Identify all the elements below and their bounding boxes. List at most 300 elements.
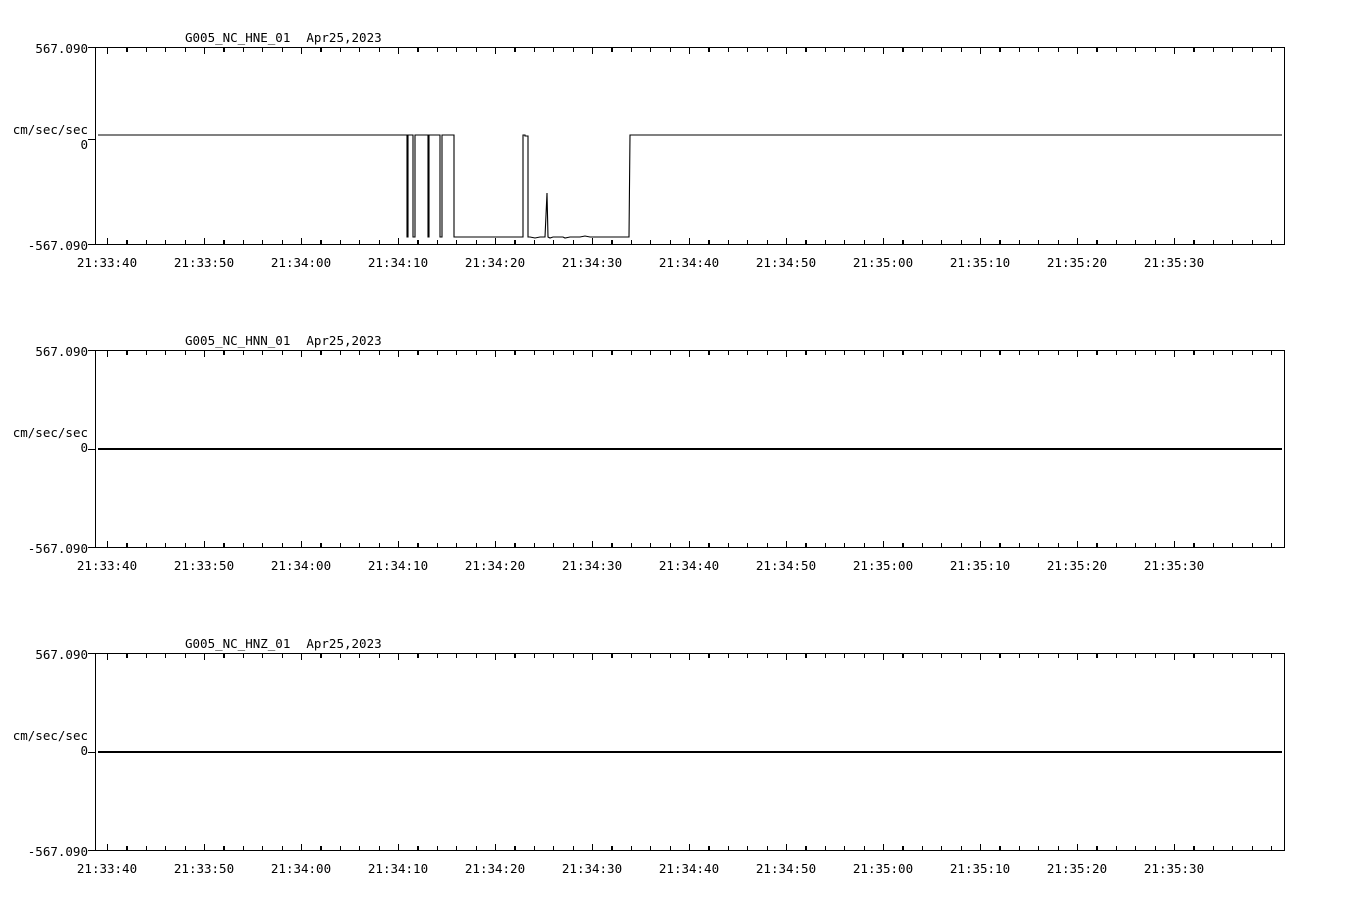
- x-tick-minor: [437, 350, 438, 355]
- x-tick-minor: [1019, 350, 1020, 355]
- x-tick-minor: [1038, 846, 1039, 851]
- x-tick-label: 21:34:40: [658, 861, 720, 876]
- x-tick-minor: [1058, 653, 1059, 658]
- x-tick-minor: [728, 350, 729, 355]
- x-tick-minor: [1135, 240, 1136, 245]
- x-tick-minor: [825, 846, 826, 851]
- x-tick-minor: [573, 846, 574, 851]
- x-tick-minor: [243, 846, 244, 851]
- y-axis-min-label: -567.090: [27, 844, 88, 859]
- x-tick-minor: [456, 47, 457, 52]
- x-tick-minor: [728, 47, 729, 52]
- x-tick-label: 21:34:10: [367, 558, 429, 573]
- x-tick-label: 21:35:30: [1143, 558, 1205, 573]
- x-tick-minor: [1077, 653, 1078, 658]
- x-tick-minor: [980, 350, 981, 355]
- x-tick-label: 21:34:00: [270, 255, 332, 270]
- x-tick-minor: [107, 846, 108, 851]
- x-tick-minor: [1077, 846, 1078, 851]
- x-tick-minor: [1096, 350, 1097, 355]
- x-tick-minor: [534, 543, 535, 548]
- x-tick-minor: [185, 350, 186, 355]
- x-tick-minor: [767, 350, 768, 355]
- x-tick-minor: [243, 47, 244, 52]
- x-tick-minor: [786, 543, 787, 548]
- x-tick-minor: [1252, 240, 1253, 245]
- x-tick-minor: [805, 543, 806, 548]
- x-tick-minor: [1174, 543, 1175, 548]
- x-tick-label: 21:34:00: [270, 558, 332, 573]
- x-tick-minor: [1271, 543, 1272, 548]
- y-axis-zero-label: 0: [80, 137, 88, 152]
- x-tick-minor: [922, 846, 923, 851]
- x-tick-minor: [1252, 47, 1253, 52]
- x-tick-label: 21:33:40: [76, 861, 138, 876]
- x-tick-minor: [611, 653, 612, 658]
- x-tick-label: 21:33:50: [173, 558, 235, 573]
- x-tick-minor: [844, 47, 845, 52]
- x-tick-minor: [1058, 350, 1059, 355]
- x-tick-minor: [708, 350, 709, 355]
- x-tick-minor: [825, 653, 826, 658]
- plot-title-date: Apr25,2023: [306, 636, 382, 651]
- y-axis-max-label: 567.090: [35, 344, 88, 359]
- y-axis-zero-label: 0: [80, 440, 88, 455]
- x-tick-minor: [1077, 543, 1078, 548]
- x-tick-minor: [126, 653, 127, 658]
- x-tick-label: 21:33:50: [173, 255, 235, 270]
- x-tick-label: 21:35:00: [852, 558, 914, 573]
- x-tick-minor: [1232, 350, 1233, 355]
- x-tick-minor: [320, 653, 321, 658]
- plot-title-text: G005_NC_HNE_01: [185, 30, 291, 45]
- y-axis-zero-label: 0: [80, 743, 88, 758]
- x-tick-minor: [398, 543, 399, 548]
- y-tick-zero: [88, 752, 95, 753]
- x-tick-minor: [165, 846, 166, 851]
- x-tick-label: 21:34:30: [561, 255, 623, 270]
- x-tick-minor: [301, 47, 302, 52]
- x-tick-minor: [786, 846, 787, 851]
- x-tick-minor: [592, 653, 593, 658]
- x-tick-minor: [1213, 47, 1214, 52]
- x-tick-minor: [340, 653, 341, 658]
- x-tick-minor: [320, 846, 321, 851]
- x-tick-minor: [864, 653, 865, 658]
- x-tick-minor: [864, 846, 865, 851]
- x-tick-minor: [999, 846, 1000, 851]
- x-tick-minor: [437, 653, 438, 658]
- x-tick-minor: [689, 653, 690, 658]
- x-tick-minor: [107, 543, 108, 548]
- x-tick-minor: [631, 240, 632, 245]
- y-tick-max: [88, 47, 95, 48]
- x-tick-minor: [670, 543, 671, 548]
- y-axis-unit-label: [8, 728, 88, 758]
- x-tick-minor: [146, 543, 147, 548]
- x-tick-minor: [223, 653, 224, 658]
- x-tick-minor: [262, 653, 263, 658]
- x-tick-minor: [941, 350, 942, 355]
- y-tick-zero: [88, 139, 95, 140]
- x-tick-minor: [417, 47, 418, 52]
- x-tick-minor: [223, 543, 224, 548]
- x-tick-minor: [1232, 653, 1233, 658]
- x-tick-minor: [689, 846, 690, 851]
- x-tick-minor: [611, 240, 612, 245]
- x-tick-minor: [825, 240, 826, 245]
- x-tick-minor: [514, 653, 515, 658]
- x-tick-minor: [398, 350, 399, 355]
- y-axis-max-label: 567.090: [35, 41, 88, 56]
- seismogram-panel-hnn: [0, 303, 1358, 593]
- x-tick-label: 21:35:00: [852, 255, 914, 270]
- x-tick-minor: [204, 240, 205, 245]
- x-tick-minor: [1116, 653, 1117, 658]
- x-tick-minor: [1096, 653, 1097, 658]
- x-tick-label: 21:34:40: [658, 558, 720, 573]
- x-tick-minor: [728, 240, 729, 245]
- x-tick-minor: [689, 350, 690, 355]
- waveform-trace-hne: [95, 47, 1285, 245]
- x-tick-minor: [126, 350, 127, 355]
- x-tick-minor: [1232, 240, 1233, 245]
- x-tick-minor: [611, 846, 612, 851]
- x-tick-minor: [553, 653, 554, 658]
- x-tick-minor: [379, 350, 380, 355]
- x-tick-minor: [476, 846, 477, 851]
- x-tick-minor: [1213, 846, 1214, 851]
- x-tick-minor: [573, 350, 574, 355]
- x-tick-minor: [883, 543, 884, 548]
- x-tick-minor: [670, 47, 671, 52]
- x-tick-minor: [1019, 653, 1020, 658]
- x-tick-minor: [495, 47, 496, 52]
- x-tick-minor: [1193, 543, 1194, 548]
- x-tick-minor: [417, 846, 418, 851]
- x-tick-minor: [631, 47, 632, 52]
- x-tick-minor: [243, 653, 244, 658]
- x-tick-minor: [301, 240, 302, 245]
- x-tick-minor: [1038, 47, 1039, 52]
- x-tick-minor: [1193, 47, 1194, 52]
- x-tick-minor: [534, 350, 535, 355]
- x-tick-minor: [1077, 240, 1078, 245]
- x-tick-minor: [805, 350, 806, 355]
- x-tick-minor: [1096, 240, 1097, 245]
- x-tick-minor: [1096, 543, 1097, 548]
- x-tick-minor: [1077, 350, 1078, 355]
- x-tick-minor: [747, 350, 748, 355]
- x-tick-minor: [301, 543, 302, 548]
- x-tick-minor: [243, 240, 244, 245]
- x-tick-minor: [573, 47, 574, 52]
- plot-title-hne: [185, 30, 382, 45]
- x-tick-minor: [359, 240, 360, 245]
- x-tick-minor: [456, 653, 457, 658]
- x-tick-minor: [1271, 350, 1272, 355]
- x-tick-minor: [708, 240, 709, 245]
- plot-title-hnz: [185, 636, 382, 651]
- x-tick-minor: [961, 543, 962, 548]
- x-tick-minor: [1058, 846, 1059, 851]
- x-tick-label: 21:35:20: [1046, 255, 1108, 270]
- x-tick-minor: [1193, 653, 1194, 658]
- x-tick-minor: [1155, 653, 1156, 658]
- x-tick-minor: [1096, 846, 1097, 851]
- x-tick-minor: [437, 240, 438, 245]
- x-tick-minor: [476, 240, 477, 245]
- x-tick-minor: [1271, 240, 1272, 245]
- x-tick-minor: [1019, 47, 1020, 52]
- x-tick-minor: [165, 543, 166, 548]
- x-tick-minor: [262, 240, 263, 245]
- x-tick-minor: [631, 653, 632, 658]
- x-tick-minor: [320, 543, 321, 548]
- x-tick-label: 21:33:40: [76, 558, 138, 573]
- x-tick-minor: [1174, 846, 1175, 851]
- x-tick-minor: [340, 350, 341, 355]
- x-tick-minor: [301, 846, 302, 851]
- x-tick-minor: [592, 350, 593, 355]
- x-tick-minor: [708, 47, 709, 52]
- x-tick-minor: [107, 350, 108, 355]
- x-tick-minor: [825, 47, 826, 52]
- x-tick-minor: [922, 240, 923, 245]
- x-tick-minor: [864, 543, 865, 548]
- x-tick-label: 21:34:50: [755, 255, 817, 270]
- x-tick-minor: [747, 543, 748, 548]
- x-tick-label: 21:34:20: [464, 861, 526, 876]
- x-tick-minor: [747, 240, 748, 245]
- plot-title-date: Apr25,2023: [306, 30, 382, 45]
- x-tick-minor: [786, 47, 787, 52]
- x-tick-minor: [650, 240, 651, 245]
- x-tick-minor: [204, 47, 205, 52]
- x-tick-minor: [146, 240, 147, 245]
- x-tick-minor: [262, 543, 263, 548]
- x-tick-minor: [107, 240, 108, 245]
- x-tick-minor: [1271, 846, 1272, 851]
- x-tick-label: 21:34:30: [561, 861, 623, 876]
- x-tick-minor: [146, 47, 147, 52]
- x-tick-minor: [941, 653, 942, 658]
- x-tick-minor: [883, 350, 884, 355]
- x-tick-minor: [437, 47, 438, 52]
- x-tick-minor: [359, 543, 360, 548]
- y-axis-unit-label: [8, 122, 88, 152]
- x-tick-minor: [1155, 846, 1156, 851]
- x-tick-minor: [126, 543, 127, 548]
- x-tick-label: 21:33:50: [173, 861, 235, 876]
- x-tick-minor: [185, 240, 186, 245]
- x-tick-minor: [243, 543, 244, 548]
- x-tick-minor: [805, 47, 806, 52]
- x-tick-minor: [456, 240, 457, 245]
- x-tick-minor: [514, 846, 515, 851]
- x-tick-minor: [379, 846, 380, 851]
- x-tick-minor: [1213, 240, 1214, 245]
- y-tick-zero: [88, 449, 95, 450]
- y-tick-min: [88, 547, 95, 548]
- x-tick-minor: [282, 543, 283, 548]
- x-tick-minor: [1038, 350, 1039, 355]
- x-tick-minor: [825, 350, 826, 355]
- x-tick-minor: [844, 240, 845, 245]
- x-tick-minor: [1213, 543, 1214, 548]
- x-tick-minor: [534, 240, 535, 245]
- x-tick-minor: [1174, 653, 1175, 658]
- x-tick-minor: [980, 846, 981, 851]
- x-tick-label: 21:35:10: [949, 861, 1011, 876]
- seismogram-panel-hnz: [0, 606, 1358, 896]
- x-tick-minor: [689, 240, 690, 245]
- x-tick-minor: [456, 543, 457, 548]
- plot-title-text: G005_NC_HNN_01: [185, 333, 291, 348]
- x-tick-minor: [1038, 240, 1039, 245]
- x-tick-minor: [1116, 846, 1117, 851]
- x-tick-minor: [437, 846, 438, 851]
- x-tick-minor: [592, 47, 593, 52]
- x-tick-minor: [1193, 846, 1194, 851]
- x-tick-minor: [650, 350, 651, 355]
- x-tick-minor: [611, 543, 612, 548]
- x-tick-minor: [592, 543, 593, 548]
- x-tick-minor: [961, 350, 962, 355]
- x-tick-minor: [417, 240, 418, 245]
- x-tick-minor: [1252, 653, 1253, 658]
- x-tick-minor: [1096, 47, 1097, 52]
- x-tick-minor: [1271, 653, 1272, 658]
- x-tick-minor: [611, 350, 612, 355]
- x-tick-label: 21:34:10: [367, 861, 429, 876]
- y-tick-max: [88, 350, 95, 351]
- x-tick-minor: [185, 47, 186, 52]
- x-tick-minor: [883, 47, 884, 52]
- x-tick-minor: [553, 240, 554, 245]
- x-tick-minor: [747, 47, 748, 52]
- x-tick-minor: [689, 543, 690, 548]
- x-tick-minor: [767, 846, 768, 851]
- x-tick-minor: [961, 846, 962, 851]
- plot-title-date: Apr25,2023: [306, 333, 382, 348]
- x-tick-label: 21:34:00: [270, 861, 332, 876]
- x-tick-minor: [999, 240, 1000, 245]
- x-tick-label: 21:35:00: [852, 861, 914, 876]
- y-axis-unit-label: [8, 425, 88, 455]
- x-tick-minor: [961, 653, 962, 658]
- x-tick-minor: [902, 653, 903, 658]
- x-tick-minor: [1116, 240, 1117, 245]
- x-tick-minor: [902, 350, 903, 355]
- x-tick-minor: [786, 653, 787, 658]
- x-tick-minor: [1232, 543, 1233, 548]
- x-tick-minor: [999, 47, 1000, 52]
- x-tick-minor: [1058, 240, 1059, 245]
- x-tick-minor: [146, 846, 147, 851]
- x-tick-minor: [476, 47, 477, 52]
- x-tick-minor: [437, 543, 438, 548]
- x-tick-minor: [689, 47, 690, 52]
- x-tick-minor: [301, 653, 302, 658]
- x-tick-minor: [980, 543, 981, 548]
- x-tick-minor: [340, 240, 341, 245]
- x-tick-minor: [320, 350, 321, 355]
- x-tick-minor: [243, 350, 244, 355]
- x-tick-minor: [1116, 47, 1117, 52]
- x-tick-minor: [902, 47, 903, 52]
- x-tick-label: 21:35:30: [1143, 255, 1205, 270]
- x-tick-minor: [708, 543, 709, 548]
- x-tick-minor: [670, 846, 671, 851]
- x-tick-minor: [185, 543, 186, 548]
- x-tick-minor: [204, 350, 205, 355]
- x-tick-minor: [340, 47, 341, 52]
- x-tick-minor: [1116, 350, 1117, 355]
- x-tick-minor: [320, 240, 321, 245]
- x-tick-minor: [767, 47, 768, 52]
- x-tick-minor: [476, 350, 477, 355]
- x-tick-minor: [728, 846, 729, 851]
- x-tick-minor: [185, 846, 186, 851]
- x-tick-label: 21:35:20: [1046, 558, 1108, 573]
- x-tick-minor: [650, 653, 651, 658]
- x-tick-minor: [1135, 846, 1136, 851]
- x-tick-minor: [204, 846, 205, 851]
- x-tick-minor: [844, 653, 845, 658]
- waveform-trace-hnn: [95, 350, 1285, 548]
- x-tick-minor: [573, 653, 574, 658]
- x-tick-minor: [1271, 47, 1272, 52]
- x-tick-minor: [941, 846, 942, 851]
- seismogram-panel-hne: [0, 0, 1358, 290]
- x-tick-minor: [902, 846, 903, 851]
- x-tick-label: 21:33:40: [76, 255, 138, 270]
- x-tick-minor: [204, 543, 205, 548]
- x-tick-minor: [631, 846, 632, 851]
- x-tick-minor: [107, 47, 108, 52]
- x-tick-minor: [514, 350, 515, 355]
- x-tick-minor: [534, 653, 535, 658]
- x-tick-minor: [107, 653, 108, 658]
- x-tick-minor: [1155, 543, 1156, 548]
- x-tick-minor: [1232, 846, 1233, 851]
- x-tick-minor: [767, 543, 768, 548]
- x-tick-minor: [398, 47, 399, 52]
- x-tick-minor: [165, 240, 166, 245]
- y-axis-max-label: 567.090: [35, 647, 88, 662]
- x-tick-minor: [999, 653, 1000, 658]
- x-tick-minor: [495, 240, 496, 245]
- x-tick-minor: [1019, 543, 1020, 548]
- x-tick-label: 21:34:10: [367, 255, 429, 270]
- x-tick-minor: [165, 350, 166, 355]
- x-tick-minor: [592, 240, 593, 245]
- x-tick-minor: [1155, 350, 1156, 355]
- x-tick-minor: [534, 846, 535, 851]
- x-tick-minor: [514, 543, 515, 548]
- x-tick-minor: [1135, 350, 1136, 355]
- x-tick-minor: [146, 653, 147, 658]
- x-tick-label: 21:35:10: [949, 558, 1011, 573]
- x-tick-minor: [883, 653, 884, 658]
- x-tick-minor: [883, 846, 884, 851]
- x-tick-minor: [941, 240, 942, 245]
- x-tick-minor: [282, 47, 283, 52]
- x-tick-minor: [1058, 47, 1059, 52]
- x-tick-minor: [514, 47, 515, 52]
- x-tick-minor: [786, 350, 787, 355]
